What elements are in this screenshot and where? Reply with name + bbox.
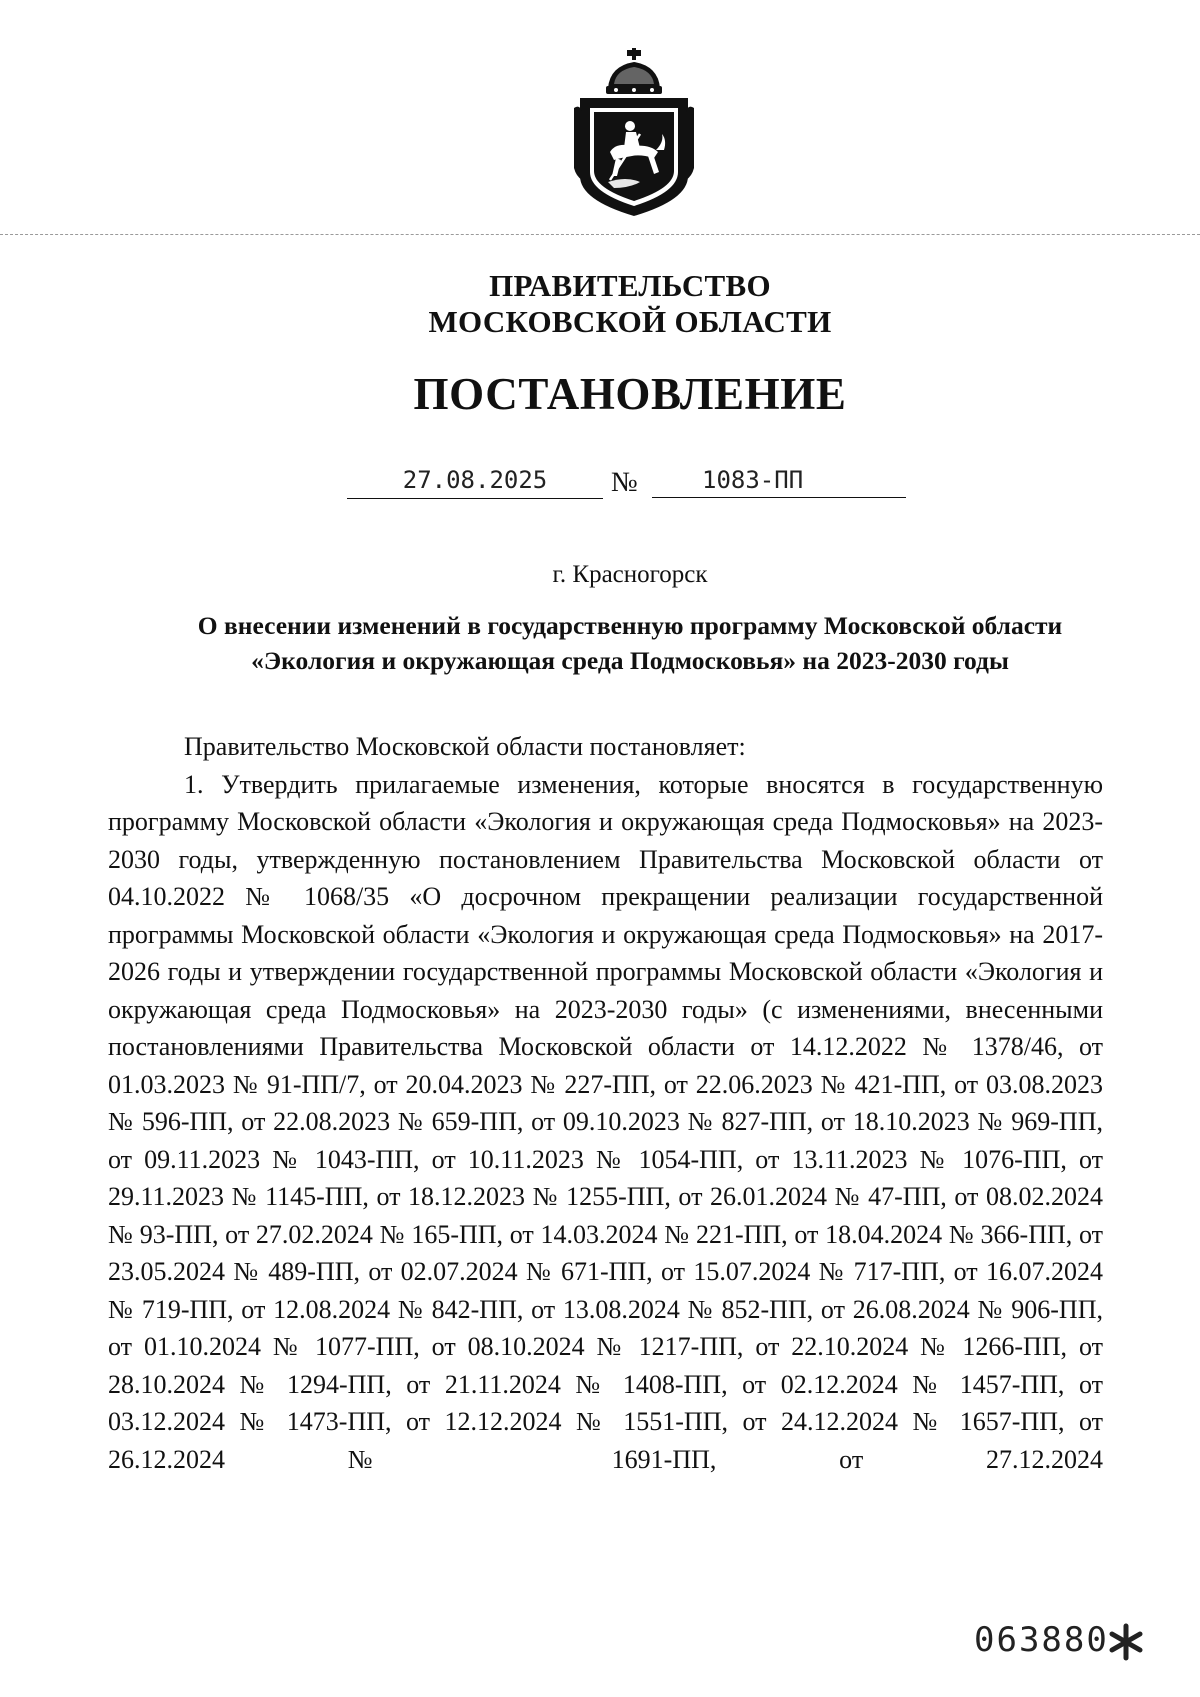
registration-number-field: 1083-ПП <box>652 462 906 498</box>
asterisk-mark-icon <box>1108 1622 1144 1662</box>
serial-number: 063880 <box>974 1620 1109 1660</box>
document-type-title: ПОСТАНОВЛЕНИЕ <box>413 369 847 419</box>
subject-line2: «Экология и окружающая среда Подмосковья» на 2023-2030 годы <box>251 646 1009 675</box>
body-paragraph-item-1: 1. Утвердить прилагаемые изменения, которые вносятся в государственную программу Московской области «Экология и окружающая среда Подмосковья» на 2023-2030 годы, утвержденную постановлением Правительства Московской области от 04.10.2022 № 1068/35 «О досрочном прекращении реализации государственной программы Московской области «Экология и окружающая среда Подмосковья» на 2017-2026 годы и утверждении государственной программы Московской области «Экология и окружающая среда Подмосковья» на 2023-2030 годы» (с изменениями, внесенными постановлениями Правительства Московской области от 14.12.2022 № 1378/46, от 01.03.2023 № 91-ПП/7, от 20.04.2023 № 227-ПП, от 22.06.2023 № 421-ПП, от 03.08.2023 № 596-ПП, от 22.08.2023 № 659-ПП, от 09.10.2023 № 827-ПП, от 18.10.2023 № 969-ПП, от 09.11.2023 № 1043-ПП, от 10.11.2023 № 1054-ПП, от 13.11.2023 № 1076-ПП, от 29.11.2023 № 1145-ПП, от 18.12.2023 № 1255-ПП, от 26.01.2024 № 47-ПП, от 08.02.2024 № 93-ПП, от 27.02.2024 № 165-ПП, от 14.03.2024 № 221-ПП, от 18.04.2024 № 366-ПП, от 23.05.2024 № 489-ПП, от 02.07.2024 № 671-ПП, от 15.07.2024 № 717-ПП, от 16.07.2024 № 719-ПП, от 12.08.2024 № 842-ПП, от 13.08.2024 № 852-ПП, от 26.08.2024 № 906-ПП, от 01.10.2024 № 1077-ПП, от 08.10.2024 № 1217-ПП, от 22.10.2024 № 1266-ПП, от 28.10.2024 № 1294-ПП, от 21.11.2024 № 1408-ПП, от 02.12.2024 № 1457-ПП, от 03.12.2024 № 1473-ПП, от 12.12.2024 № 1551-ПП, от 24.12.2024 № 1657-ПП, от 26.12.2024 № 1691-ПП, от 27.12.2024 <box>108 769 1103 1474</box>
government-name-line1: ПРАВИТЕЛЬСТВО <box>489 268 771 303</box>
header-separator <box>0 234 1200 235</box>
document-subject <box>110 608 1150 678</box>
number-sign: № <box>611 467 638 498</box>
subject-line1: О внесении изменений в государственную программу Московской области <box>197 611 1063 640</box>
registration-date-field: 27.08.2025 <box>347 462 603 499</box>
government-name-line2: МОСКОВСКОЙ ОБЛАСТИ <box>428 304 832 339</box>
body-paragraph-intro: Правительство Московской области постановляет: <box>184 732 746 761</box>
city-name: г. Красногорск <box>552 561 708 588</box>
moscow-oblast-coat-of-arms-icon <box>570 48 698 218</box>
document-body <box>108 728 1103 1478</box>
